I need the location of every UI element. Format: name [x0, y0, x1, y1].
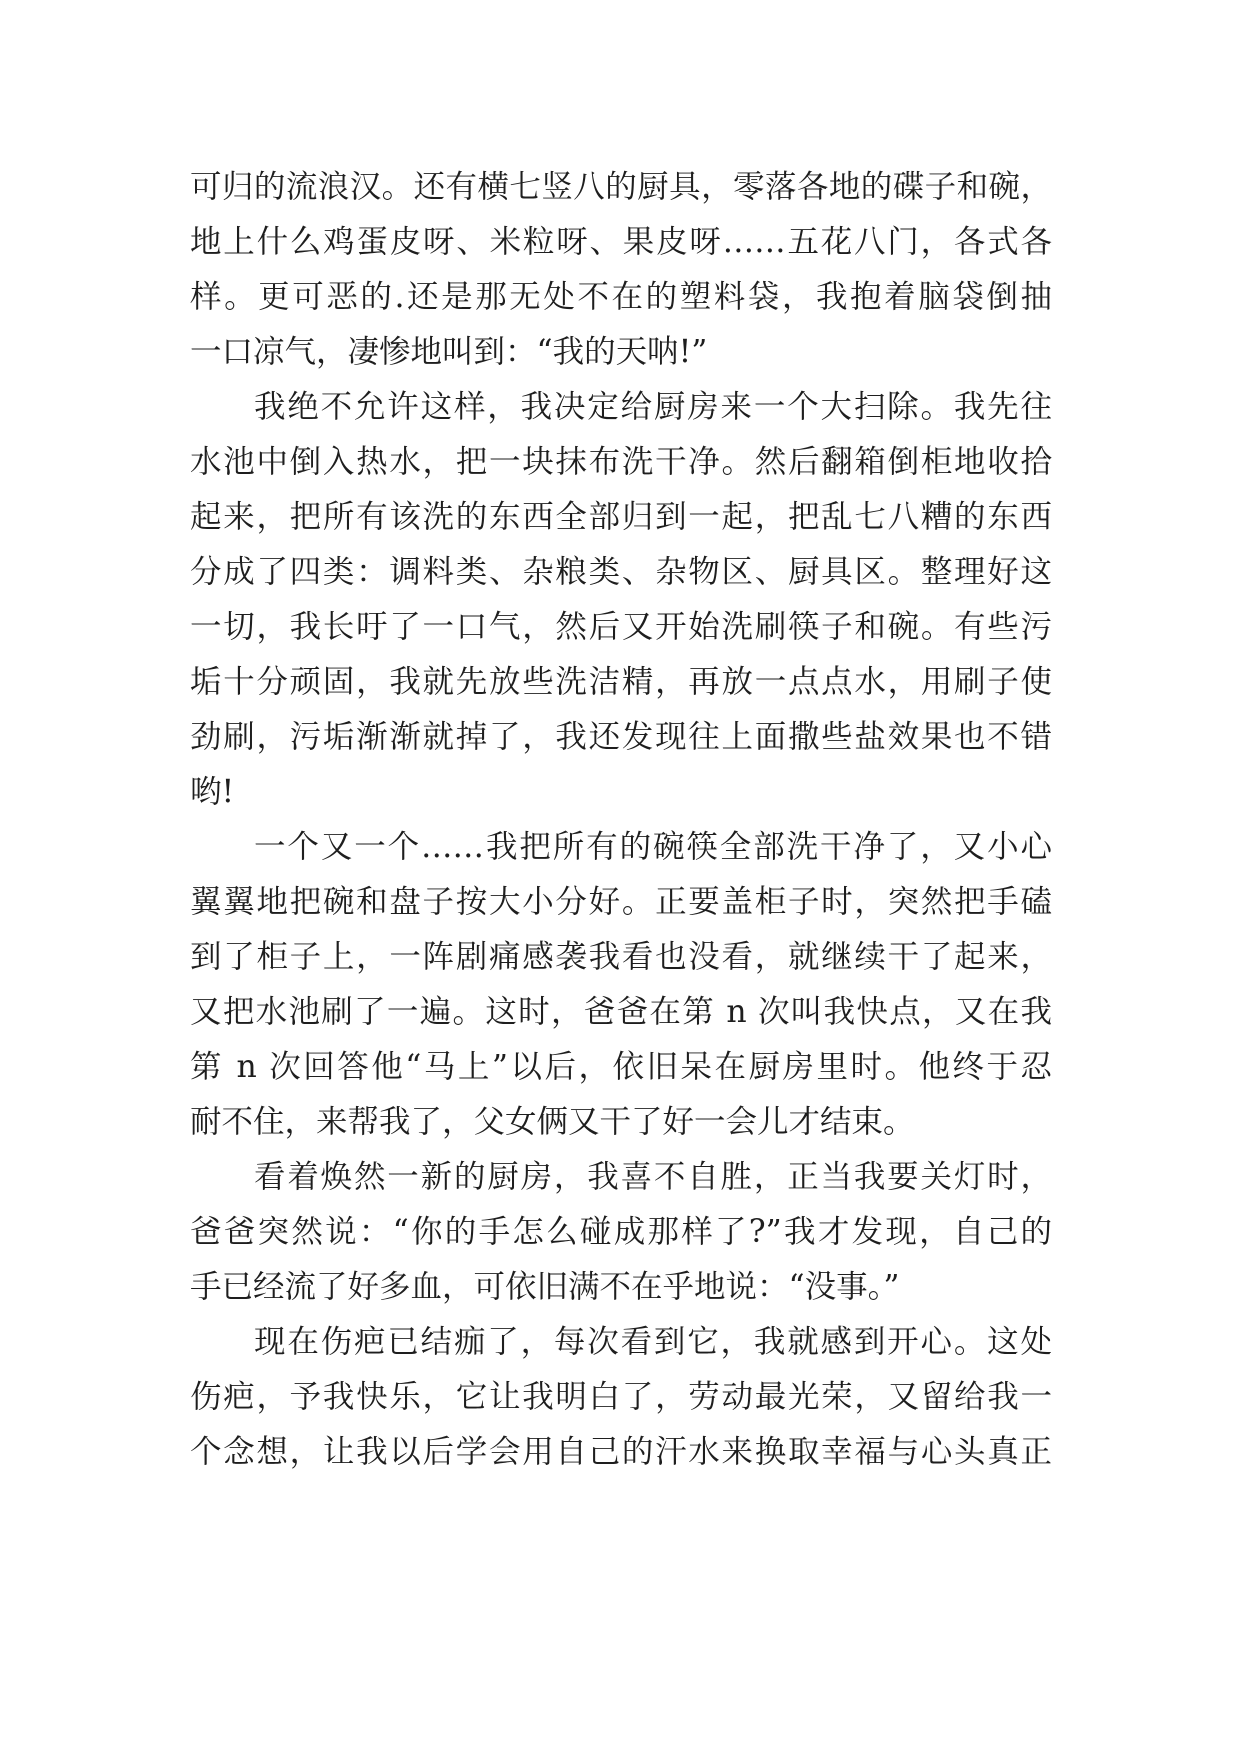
text-line: 地上什么鸡蛋皮呀、米粒呀、果皮呀……五花八门，各式各 — [190, 224, 1052, 260]
essay-body — [190, 160, 1052, 1480]
text-line: 分成了四类：调料类、杂粮类、杂物区、厨具区。整理好这 — [190, 554, 1052, 590]
text-line: 劲刷，污垢渐渐就掉了，我还发现往上面撒些盐效果也不错 — [190, 719, 1052, 755]
text-line: 可归的流浪汉。还有横七竖八的厨具，零落各地的碟子和碗， — [190, 169, 1052, 205]
text-line: 翼翼地把碗和盘子按大小分好。正要盖柜子时，突然把手磕 — [190, 884, 1052, 920]
text-line: 样。更可恶的.还是那无处不在的塑料袋，我抱着脑袋倒抽 — [190, 279, 1052, 315]
text-line: 耐不住，来帮我了，父女俩又干了好一会儿才结束。 — [190, 1104, 915, 1140]
text-line: 一口凉气，凄惨地叫到：“我的天呐!” — [190, 334, 708, 370]
text-line: 个念想，让我以后学会用自己的汗水来换取幸福与心头真正 — [190, 1434, 1052, 1470]
text-line: 我绝不允许这样，我决定给厨房来一个大扫除。我先往 — [254, 389, 1052, 425]
paragraph — [190, 1315, 1052, 1480]
text-line: 垢十分顽固，我就先放些洗洁精，再放一点点水，用刷子使 — [190, 664, 1052, 700]
text-line: 水池中倒入热水，把一块抹布洗干净。然后翻箱倒柜地收拾 — [190, 444, 1052, 480]
text-line: 手已经流了好多血，可依旧满不在乎地说：“没事。” — [190, 1269, 900, 1305]
text-line: 起来，把所有该洗的东西全部归到一起，把乱七八糟的东西 — [190, 499, 1052, 535]
text-line: 到了柜子上，一阵剧痛感袭我看也没看，就继续干了起来， — [190, 939, 1052, 975]
text-line: 伤疤，予我快乐，它让我明白了，劳动最光荣，又留给我一 — [190, 1379, 1052, 1415]
paragraph — [190, 160, 1052, 380]
text-line: 哟! — [190, 774, 235, 810]
text-line: 一切，我长吁了一口气，然后又开始洗刷筷子和碗。有些污 — [190, 609, 1052, 645]
paragraph — [190, 820, 1052, 1150]
text-line: 爸爸突然说：“你的手怎么碰成那样了?”我才发现，自己的 — [190, 1214, 1052, 1250]
text-line: 现在伤疤已结痂了，每次看到它，我就感到开心。这处 — [254, 1324, 1052, 1360]
text-line: 第 n 次回答他“马上”以后，依旧呆在厨房里时。他终于忍 — [190, 1049, 1052, 1085]
text-line: 又把水池刷了一遍。这时，爸爸在第 n 次叫我快点，又在我 — [190, 994, 1052, 1030]
text-line: 看着焕然一新的厨房，我喜不自胜，正当我要关灯时， — [254, 1159, 1052, 1195]
paragraph — [190, 380, 1052, 820]
paragraph — [190, 1150, 1052, 1315]
text-line: 一个又一个……我把所有的碗筷全部洗干净了，又小心 — [254, 829, 1052, 865]
